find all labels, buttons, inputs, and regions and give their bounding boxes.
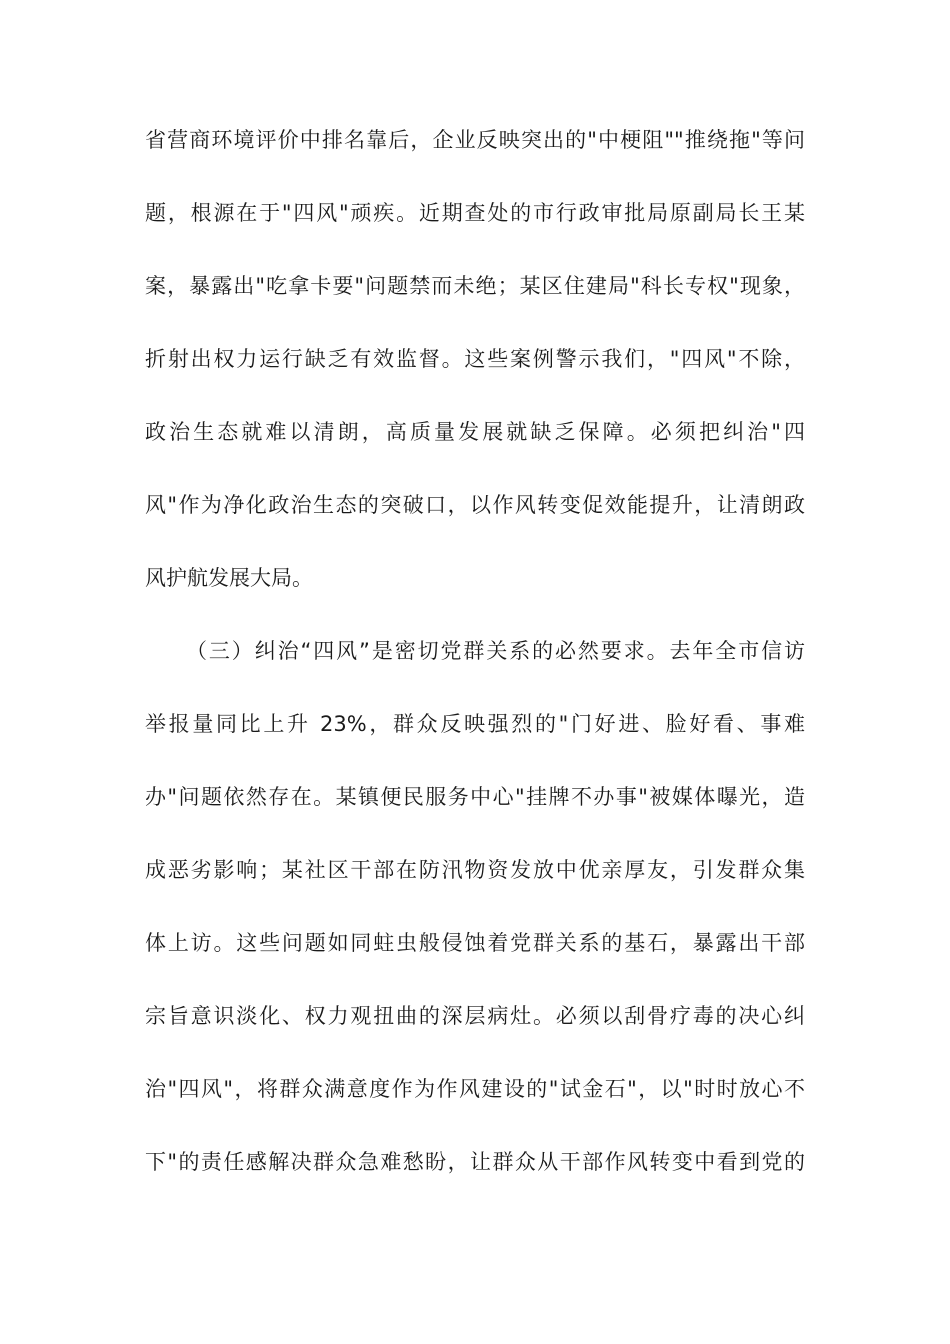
paragraph-line: 下"的责任感解决群众急难愁盼，让群众从干部作风转变中看到党的 [145,1150,805,1174]
paragraph-line: 风护航发展大局。 [145,566,313,590]
section-heading-line: （三）纠治“四风”是密切党群关系的必然要求。去年全市信访 [186,639,805,663]
paragraph-line: 风"作为净化政治生态的突破口，以作风转变促效能提升，让清朗政 [145,493,805,517]
paragraph-line: 政治生态就难以清朗，高质量发展就缺乏保障。必须把纠治"四 [145,420,805,444]
paragraph-line: 折射出权力运行缺乏有效监督。这些案例警示我们，"四风"不除， [145,347,805,371]
paragraph-line: 宗旨意识淡化、权力观扭曲的深层病灶。必须以刮骨疗毒的决心纠 [145,1004,805,1028]
paragraph-line: 治"四风"，将群众满意度作为作风建设的"试金石"，以"时时放心不 [145,1077,805,1101]
paragraph-line: 体上访。这些问题如同蛀虫般侵蚀着党群关系的基石，暴露出干部 [145,931,805,955]
paragraph-line: 举报量同比上升 23%，群众反映强烈的"门好进、脸好看、事难 [145,712,805,736]
paragraph-line: 题，根源在于"四风"顽疾。近期查处的市行政审批局原副局长王某 [145,201,805,225]
paragraph-line: 办"问题依然存在。某镇便民服务中心"挂牌不办事"被媒体曝光，造 [145,785,805,809]
paragraph-line: 省营商环境评价中排名靠后，企业反映突出的"中梗阻""推绕拖"等问 [145,128,805,152]
paragraph-line: 成恶劣影响；某社区干部在防汛物资发放中优亲厚友，引发群众集 [145,858,805,882]
paragraph-line: 案，暴露出"吃拿卡要"问题禁而未绝；某区住建局"科长专权"现象， [145,274,805,298]
